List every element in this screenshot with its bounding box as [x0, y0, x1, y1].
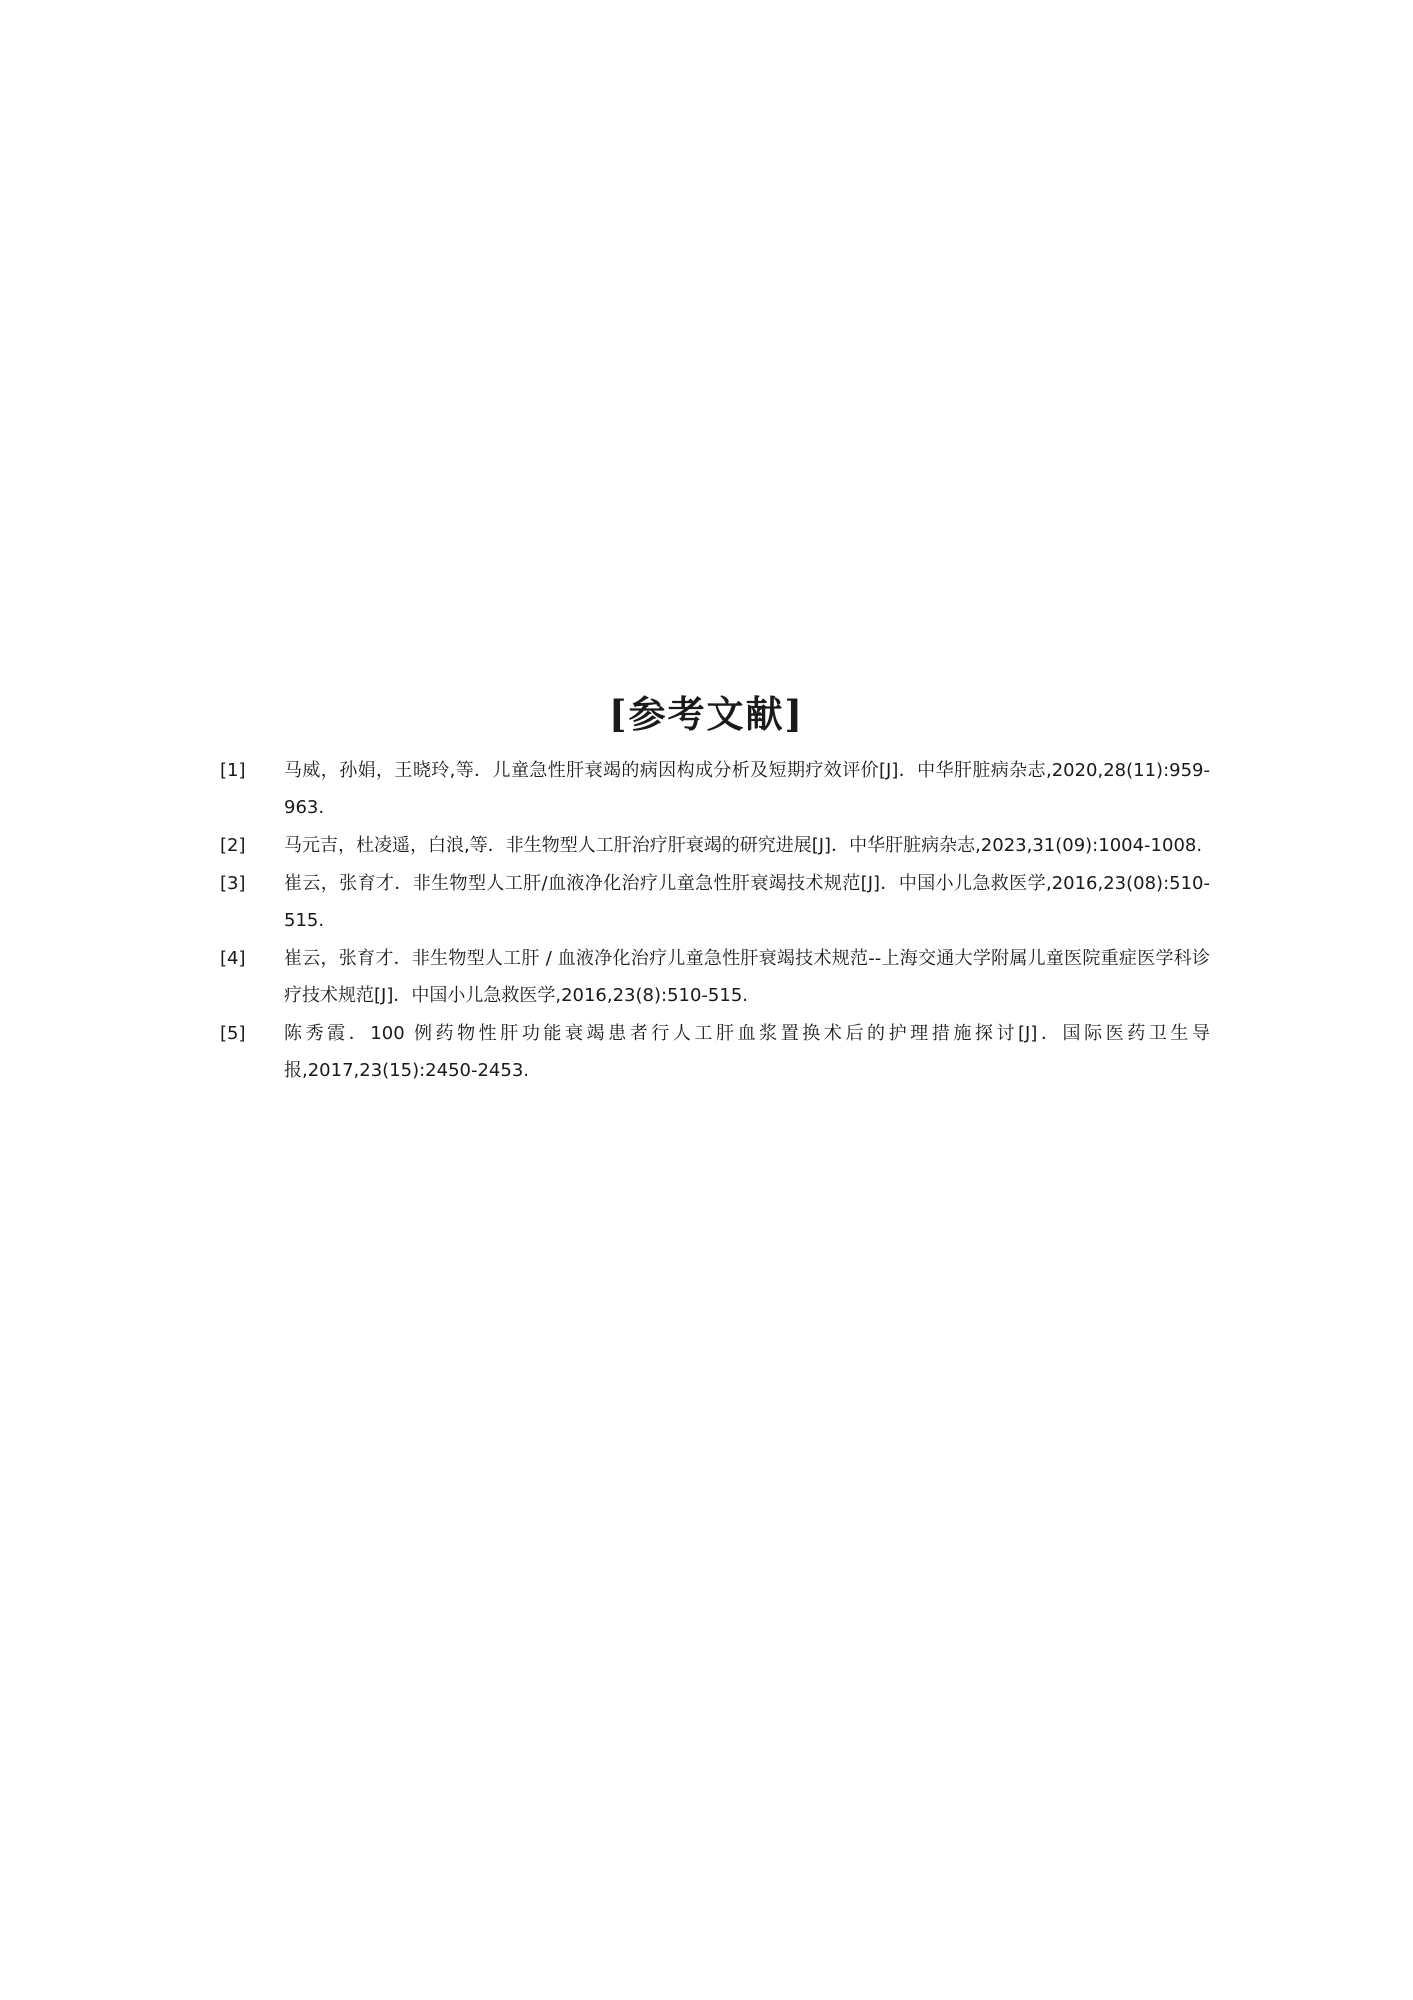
- reference-item: [220, 1015, 1210, 1089]
- reference-number: [3]: [220, 873, 246, 894]
- reference-list: [220, 752, 1210, 1090]
- reference-number: [1]: [220, 760, 246, 781]
- reference-text: 马威，孙娟，王晓玲,等．儿童急性肝衰竭的病因构成分析及短期疗效评价[J]．中华肝脏病杂志,2020,28(11):959-963.: [284, 760, 1210, 818]
- reference-item: [220, 827, 1210, 864]
- reference-item: [220, 752, 1210, 826]
- reference-text: 马元吉，杜凌遥，白浪,等．非生物型人工肝治疗肝衰竭的研究进展[J]．中华肝脏病杂志,2023,31(09):1004-1008.: [284, 835, 1203, 856]
- references-heading: [参考文献]: [608, 692, 804, 736]
- reference-text: 崔云，张育才．非生物型人工肝 / 血液净化治疗儿童急性肝衰竭技术规范--上海交通大学附属儿童医院重症医学科诊疗技术规范[J]．中国小儿急救医学,2016,23(8):510-515.: [284, 948, 1210, 1006]
- reference-item: [220, 940, 1210, 1014]
- reference-text: 陈秀霞．100 例药物性肝功能衰竭患者行人工肝血浆置换术后的护理措施探讨[J]．国际医药卫生导报,2017,23(15):2450-2453.: [284, 1023, 1210, 1081]
- reference-item: [220, 865, 1210, 939]
- reference-number: [5]: [220, 1023, 246, 1044]
- reference-number: [2]: [220, 835, 246, 856]
- reference-number: [4]: [220, 948, 246, 969]
- reference-text: 崔云，张育才．非生物型人工肝/血液净化治疗儿童急性肝衰竭技术规范[J]．中国小儿急救医学,2016,23(08):510-515.: [284, 873, 1210, 931]
